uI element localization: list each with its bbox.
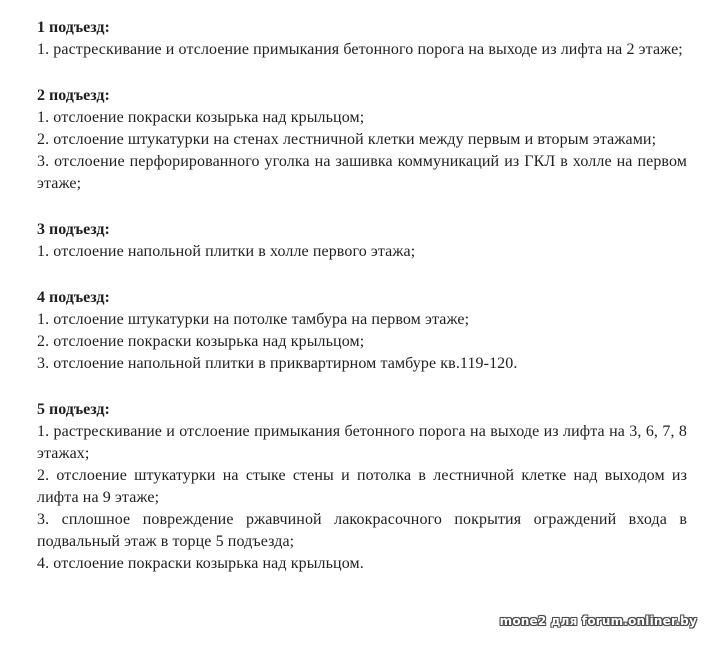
section-entrance-2 <box>37 85 687 195</box>
section-entrance-1 <box>37 17 687 61</box>
list-item: 4. отслоение покраски козырька над крыльцом. <box>37 555 364 572</box>
list-item: 2. отслоение штукатурки на стыке стены и потолка в лестничной клетке над выходом из лифта на 9 этаже; <box>37 467 687 506</box>
list-item: 3. отслоение перфорированного уголка на зашивка коммуникаций из ГКЛ в холле на первом этаже; <box>37 153 687 192</box>
document-body <box>37 17 687 575</box>
list-item: 1. отслоение покраски козырька над крыльцом; <box>37 109 365 126</box>
section-entrance-4 <box>37 287 687 375</box>
section-entrance-3 <box>37 219 687 263</box>
list-item: 1. отслоение штукатурки на потолке тамбура на первом этаже; <box>37 311 470 328</box>
section-heading: 3 подъезд: <box>37 221 110 238</box>
list-item: 1. отслоение напольной плитки в холле первого этажа; <box>37 243 416 260</box>
section-entrance-5 <box>37 399 687 575</box>
section-heading: 4 подъезд: <box>37 289 110 306</box>
list-item: 2. отслоение штукатурки на стенах лестничной клетки между первым и вторым этажами; <box>37 131 657 148</box>
list-item: 1. растрескивание и отслоение примыкания бетонного порога на выходе из лифта на 2 этаже; <box>37 41 683 58</box>
watermark: mone2 для forum.onliner.by <box>499 614 697 628</box>
section-heading: 5 подъезд: <box>37 401 110 418</box>
section-heading: 1 подъезд: <box>37 19 110 36</box>
list-item: 1. растрескивание и отслоение примыкания бетонного порога на выходе из лифта на 3, 6, 7, 8 этажах; <box>37 423 687 462</box>
list-item: 3. отслоение напольной плитки в приквартирном тамбуре кв.119-120. <box>37 355 518 372</box>
list-item: 2. отслоение покраски козырька над крыльцом; <box>37 333 365 350</box>
list-item: 3. сплошное повреждение ржавчиной лакокрасочного покрытия ограждений входа в подвальный этаж в торце 5 подъезда; <box>37 511 687 550</box>
section-heading: 2 подъезд: <box>37 87 110 104</box>
